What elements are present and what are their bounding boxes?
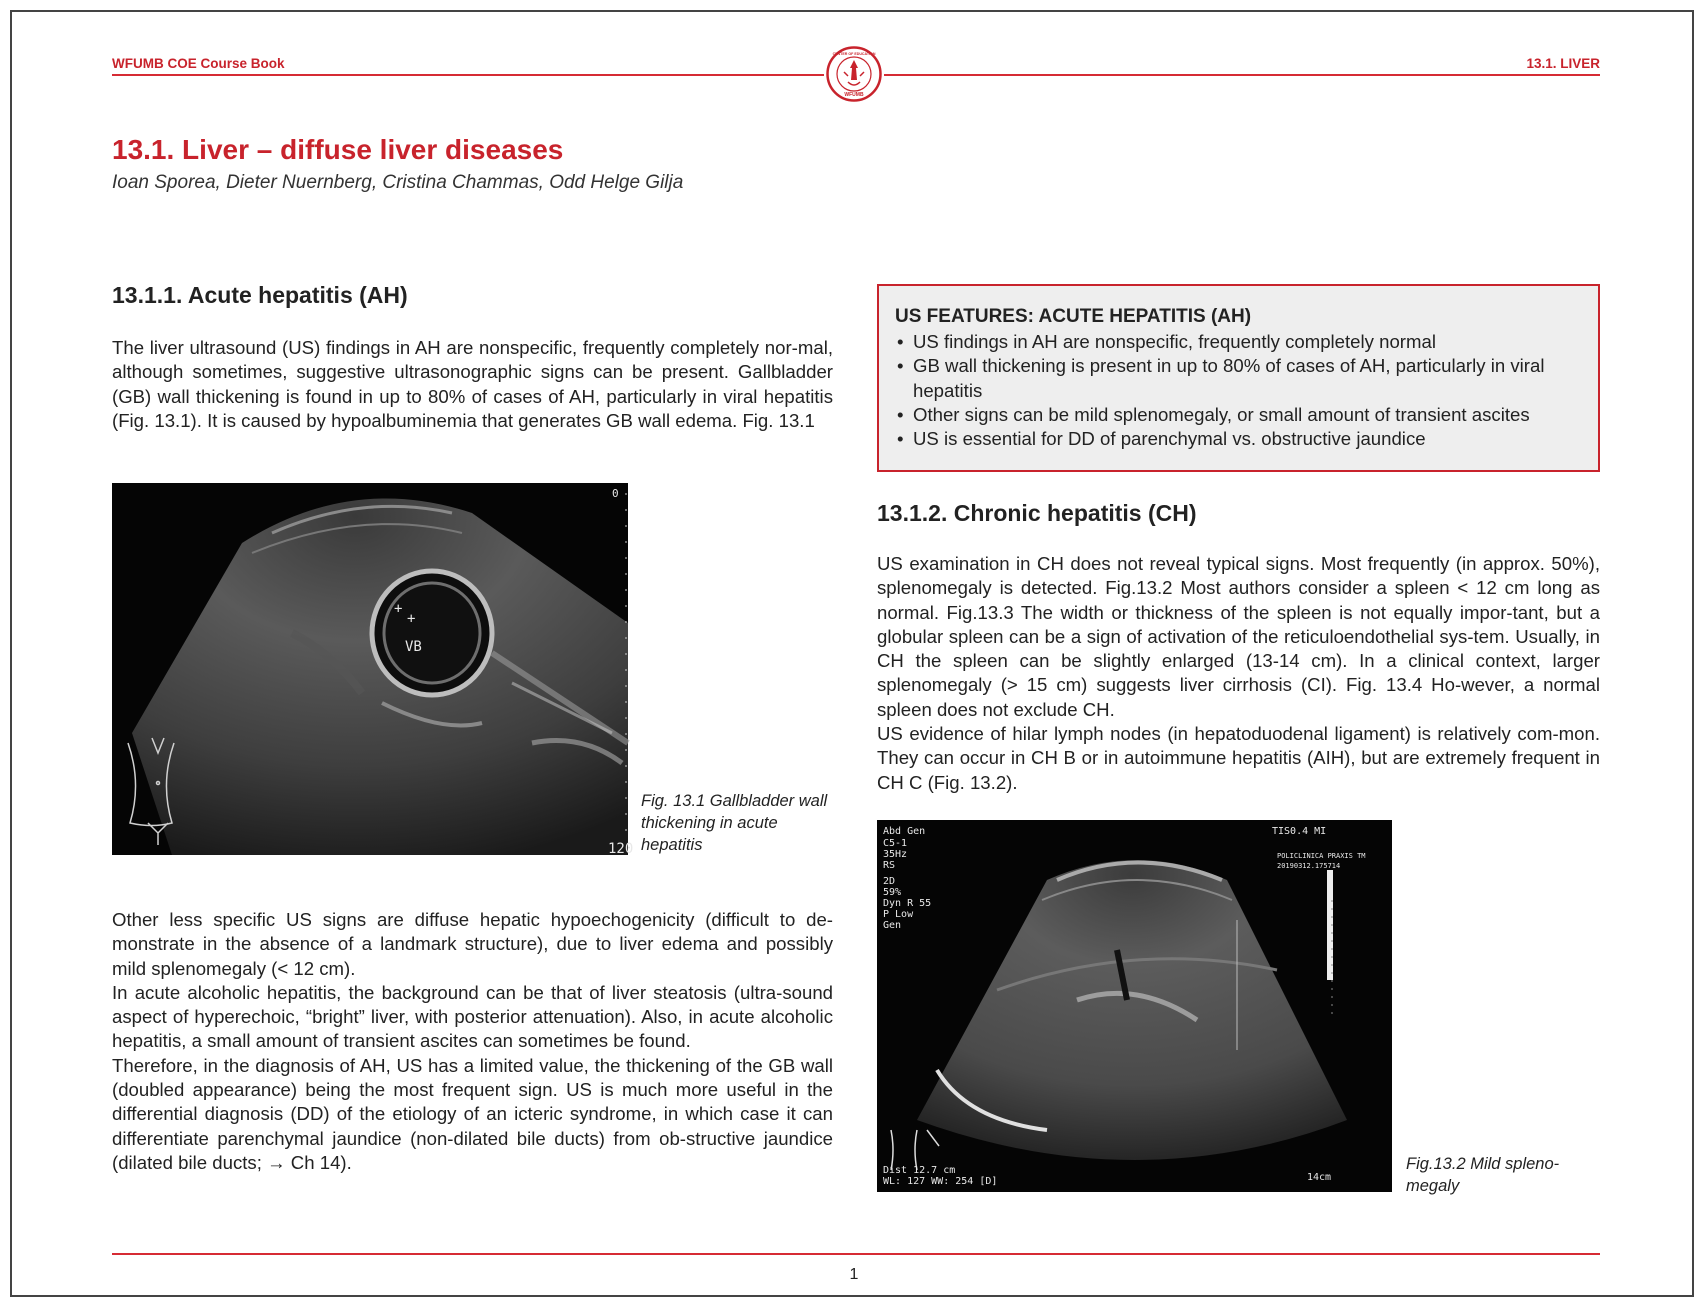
- us-features-list: [895, 330, 1582, 451]
- running-head-left: WFUMB COE Course Book: [112, 56, 285, 71]
- paragraph-text: Other less specific US signs are diffuse hepatic hypoechogenicity (difficult to de-monstrate in the absence of a landmark structure), due to liver edema and possibly mild splenomegaly (< 12 cm).: [112, 909, 833, 979]
- paragraph-text: US evidence of hilar lymph nodes (in hepatoduodenal ligament) is relatively com-mon. They can occur in CH B or in autoimmune hepatitis (AIH), but are extremely frequent in CH C (Fig. 13.2).: [877, 723, 1600, 793]
- footer-rule: [112, 1253, 1600, 1255]
- section-heading-chronic-hepatitis: 13.1.2. Chronic hepatitis (CH): [877, 500, 1197, 526]
- svg-text:TIS0.4 MI: TIS0.4 MI: [1272, 826, 1327, 837]
- paragraph-text: The liver ultrasound (US) findings in AH are nonspecific, frequently completely nor-mal, although sometimes, suggestive ultrasonographic signs can be present. Gallbladder (GB) wall thickening is found in up to 80% of cases of AH, particularly in viral hepatitis (Fig. 13.1). It is caused by hypoalbuminemia that generates GB wall edema. Fig. 13.1: [112, 337, 833, 431]
- svg-text:Abd Gen: Abd Gen: [883, 826, 926, 837]
- us-features-title: US FEATURES: ACUTE HEPATITIS (AH): [895, 306, 1252, 327]
- svg-text:35Hz: 35Hz: [883, 849, 908, 860]
- svg-text:WL: 127 WW: 254 [D]: WL: 127 WW: 254 [D]: [883, 1176, 998, 1187]
- figure-caption-13-2: Fig.13.2 Mild spleno-megaly: [1406, 1155, 1560, 1195]
- svg-text:+: +: [394, 601, 403, 617]
- figure-gallbladder-ultrasound: [112, 483, 634, 857]
- paragraph-ah-intro: [112, 336, 833, 433]
- svg-text:Dyn R 55: Dyn R 55: [883, 898, 932, 909]
- header-rule-right: [884, 74, 1600, 76]
- list-item: • GB wall thickening is present in up to 80% of cases of AH, particularly in viral hepatitis: [895, 354, 1582, 403]
- svg-text:WFUMB: WFUMB: [844, 92, 864, 98]
- page-number: 1: [849, 1266, 859, 1283]
- paragraph-ch: [877, 552, 1600, 795]
- wfumb-logo: [826, 46, 882, 102]
- svg-text:Gen: Gen: [883, 920, 902, 931]
- svg-text:+: +: [407, 611, 416, 627]
- svg-text:VB: VB: [405, 639, 422, 655]
- list-item: • US findings in AH are nonspecific, frequently completely normal: [895, 330, 1582, 354]
- svg-text:POLICLINICA PRAXIS TM: POLICLINICA PRAXIS TM: [1277, 852, 1366, 860]
- section-heading-acute-hepatitis: 13.1.1. Acute hepatitis (AH): [112, 282, 408, 308]
- svg-text:59%: 59%: [883, 887, 902, 898]
- svg-text:0: 0: [612, 487, 619, 500]
- svg-text:14cm: 14cm: [1307, 1172, 1332, 1183]
- svg-text:CENTER OF EDUCATION: CENTER OF EDUCATION: [832, 52, 876, 56]
- figure-caption-13-1: Fig. 13.1 Gallbladder wall thickening in acute hepatitis: [641, 792, 828, 854]
- svg-text:Dist 12.7 cm: Dist 12.7 cm: [883, 1165, 956, 1176]
- svg-text:C5-1: C5-1: [883, 838, 908, 849]
- header-rule-left: [112, 74, 824, 76]
- chapter-authors: Ioan Sporea, Dieter Nuernberg, Cristina Chammas, Odd Helge Gilja: [112, 172, 684, 193]
- us-features-box: [877, 284, 1600, 472]
- paragraph-text: US examination in CH does not reveal typical signs. Most frequently (in approx. 50%), splenomegaly is detected. Fig.13.2 Most authors consider a spleen < 12 cm long as normal. Fig.13.3 The width or thickness of the spleen is not equally impor-tant, but a globular spleen can be a sign of activation of the reticuloendothelial sys-tem. Usually, in CH the spleen can be slightly enlarged (13-14 cm). In a clinical context, larger splenomegaly (> 15 cm) suggests liver cirrhosis (CI). Fig. 13.4 Ho-wever, a normal spleen does not exclude CH.: [877, 553, 1600, 720]
- chapter-title: 13.1. Liver – diffuse liver diseases: [112, 134, 564, 165]
- svg-text:120: 120: [608, 841, 634, 857]
- svg-text:RS: RS: [883, 860, 896, 871]
- list-item: • US is essential for DD of parenchymal vs. obstructive jaundice: [895, 427, 1582, 451]
- running-head-right: 13.1. LIVER: [1526, 56, 1600, 71]
- list-item: • Other signs can be mild splenomegaly, or small amount of transient ascites: [895, 403, 1582, 427]
- paragraph-text: Therefore, in the diagnosis of AH, US has a limited value, the thickening of the GB wall (doubled appearance) being the most frequent sign. US is much more useful in the differential diagnosis (DD) of the etiology of an icteric syndrome, in which case it can differentiate parenchymal jaundice (non-dilated bile ducts) from ob-structive jaundice (dilated bile ducts; → Ch 14).: [112, 1054, 833, 1173]
- svg-text:20190312.175714: 20190312.175714: [1277, 862, 1341, 870]
- paragraph-text: In acute alcoholic hepatitis, the background can be that of liver steatosis (ultra-sound aspect of hyperechoic, “bright” liver, with posterior attenuation). Also, in acute alcoholic hepatitis, a small amount of transient ascites can sometimes be found.: [112, 981, 833, 1052]
- figure-spleen-ultrasound: [877, 820, 1392, 1192]
- svg-text:2D: 2D: [883, 876, 896, 887]
- paragraph-ah-details: [112, 908, 833, 1175]
- svg-text:P Low: P Low: [883, 909, 914, 920]
